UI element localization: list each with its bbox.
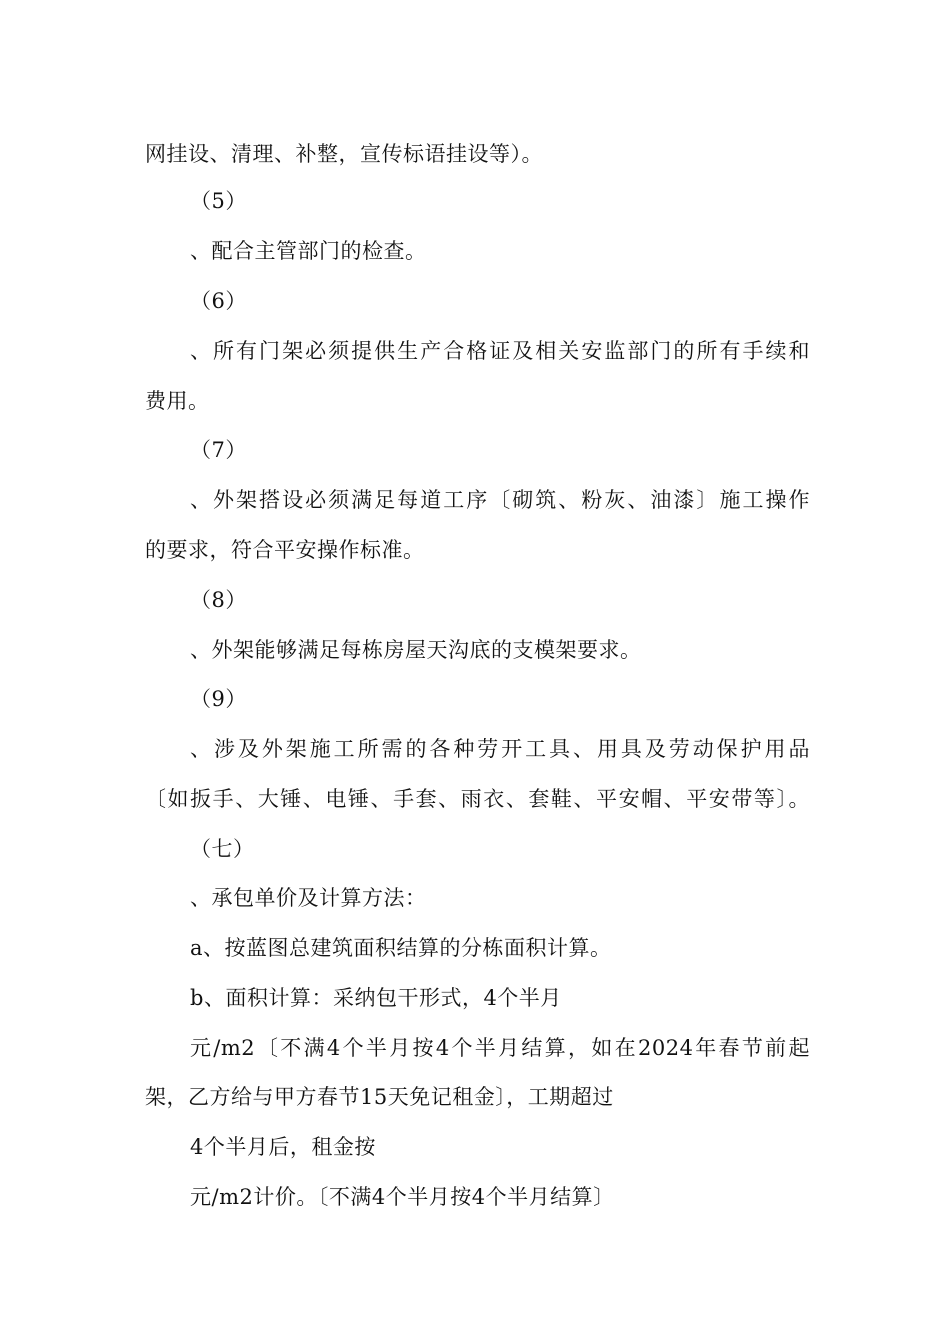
text-line-15: （七） <box>190 837 255 861</box>
text-line-9: 的要求，符合平安操作标准。 <box>145 538 425 562</box>
text-line-18: b、面积计算：采纳包干形式，4个半月 <box>190 986 562 1010</box>
text-line-19: 元/m2〔不满4个半月按4个半月结算，如在2024年春节前起 <box>190 1036 810 1060</box>
text-line-21: 4个半月后，租金按 <box>190 1135 376 1159</box>
text-line-13: 、涉及外架施工所需的各种劳开工具、用具及劳动保护用品 <box>190 737 810 761</box>
text-line-2: （5） <box>190 189 247 213</box>
text-line-16: 、承包单价及计算方法： <box>190 886 427 910</box>
text-line-3: 、配合主管部门的检查。 <box>190 239 427 263</box>
text-line-4: （6） <box>190 289 247 313</box>
text-line-8: 、外架搭设必须满足每道工序〔砌筑、粉灰、油漆〕施工操作 <box>190 488 810 512</box>
text-line-17: a、按蓝图总建筑面积结算的分栋面积计算。 <box>190 936 612 960</box>
text-line-6: 费用。 <box>145 389 210 413</box>
text-line-5: 、所有门架必须提供生产合格证及相关安监部门的所有手续和 <box>190 339 810 363</box>
text-line-20: 架，乙方给与甲方春节15天免记租金〕，工期超过 <box>145 1085 614 1109</box>
text-line-12: （9） <box>190 687 247 711</box>
text-line-7: （7） <box>190 438 247 462</box>
text-line-11: 、外架能够满足每栋房屋天沟底的支模架要求。 <box>190 638 642 662</box>
text-line-10: （8） <box>190 588 247 612</box>
text-line-14: 〔如扳手、大锤、电锤、手套、雨衣、套鞋、平安帽、平安带等〕。 <box>145 787 810 811</box>
text-line-22: 元/m2计价。〔不满4个半月按4个半月结算〕 <box>190 1185 615 1209</box>
text-line-1: 网挂设、清理、补整，宣传标语挂设等）。 <box>145 142 543 166</box>
